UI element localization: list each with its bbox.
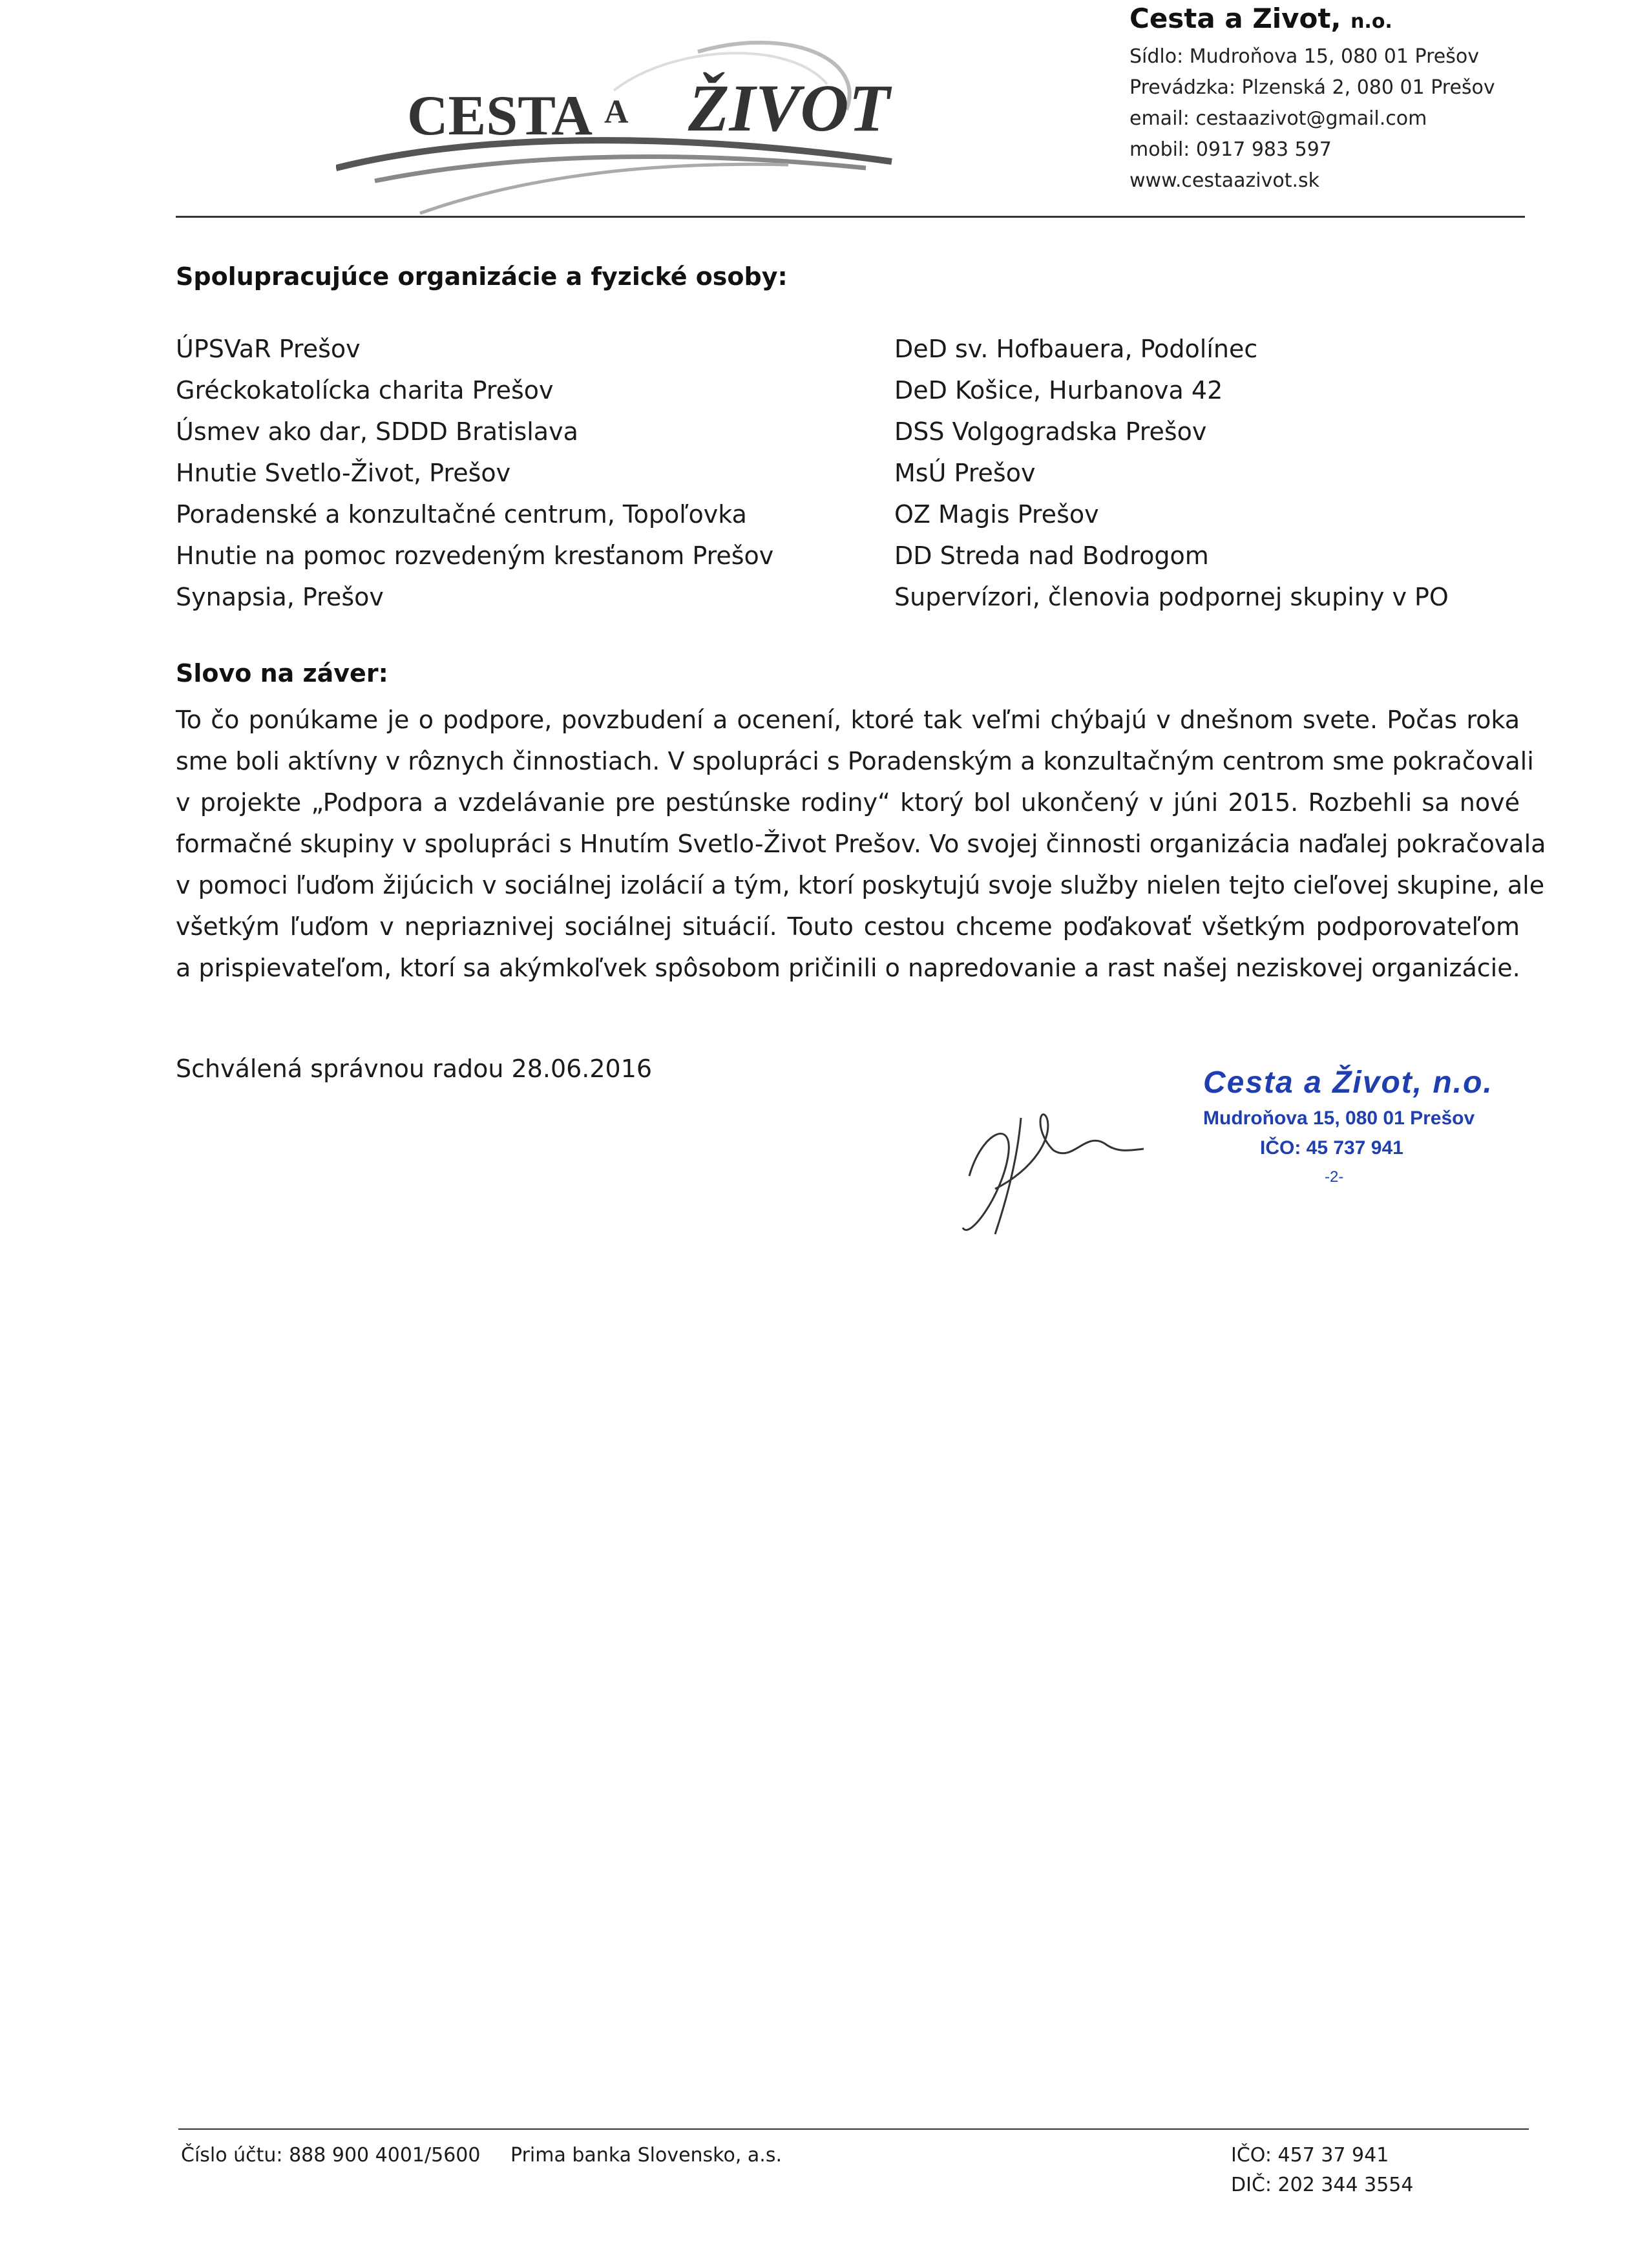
list-item: Úsmev ako dar, SDDD Bratislava xyxy=(176,417,578,446)
org-name-text: Cesta a Zivot, xyxy=(1129,3,1341,34)
signature xyxy=(956,1092,1150,1241)
list-item: Poradenské a konzultačné centrum, Topoľovka xyxy=(176,500,747,529)
footer-account: Číslo účtu: 888 900 4001/5600 xyxy=(181,2144,481,2167)
logo-word-cesta: CESTA xyxy=(407,85,593,147)
list-item: DeD sv. Hofbauera, Podolínec xyxy=(894,335,1258,363)
paragraph-line: a prispievateľom, ktorí sa akýmkoľvek spôsobom pričinili o napredovanie a rast našej neziskovej organizácie. xyxy=(176,954,1520,982)
company-logo xyxy=(336,19,918,226)
stamp-ico: IČO: 45 737 941 xyxy=(1260,1137,1403,1159)
list-item: Gréckokatolícka charita Prešov xyxy=(176,376,554,404)
list-item: OZ Magis Prešov xyxy=(894,500,1099,529)
list-item: Supervízori, členovia podpornej skupiny v PO xyxy=(894,583,1449,611)
footer-dic: DIČ: 202 344 3554 xyxy=(1231,2174,1414,2196)
header-premises: Prevádzka: Plzenská 2, 080 01 Prešov xyxy=(1129,76,1495,99)
header-divider xyxy=(176,216,1525,218)
list-item: Synapsia, Prešov xyxy=(176,583,384,611)
partners-left-list xyxy=(176,328,773,618)
header-email[interactable]: email: cestaazivot@gmail.com xyxy=(1129,107,1427,130)
logo-word-a: A xyxy=(604,94,629,131)
closing-title: Slovo na záver: xyxy=(176,659,388,688)
logo-word-zivot: ŽIVOT xyxy=(688,71,890,145)
paragraph-line: v projekte „Podpora a vzdelávanie pre pestúnske rodiny“ ktorý bol ukončený v júni 2015. Rozbehli sa nové xyxy=(176,788,1520,817)
stamp-name: Cesta a Život, n.o. xyxy=(1203,1066,1493,1100)
list-item: Hnutie na pomoc rozvedeným kresťanom Prešov xyxy=(176,541,774,570)
list-item: DSS Volgogradska Prešov xyxy=(894,417,1207,446)
paragraph-line: formačné skupiny v spolupráci s Hnutím Svetlo-Život Prešov. Vo svojej činnosti organizácia naďalej pokračovala xyxy=(176,830,1546,858)
approval-date: Schválená správnou radou 28.06.2016 xyxy=(176,1055,653,1083)
partners-title: Spolupracujúce organizácie a fyzické osoby: xyxy=(176,262,788,291)
header-address: Sídlo: Mudroňova 15, 080 01 Prešov xyxy=(1129,45,1479,68)
list-item: DeD Košice, Hurbanova 42 xyxy=(894,376,1223,404)
stamp-address: Mudroňova 15, 080 01 Prešov xyxy=(1203,1108,1475,1129)
list-item: ÚPSVaR Prešov xyxy=(176,335,361,363)
list-item: MsÚ Prešov xyxy=(894,459,1036,487)
org-suffix-text: n.o. xyxy=(1350,10,1392,33)
closing-paragraph xyxy=(176,699,1546,989)
list-item: Hnutie Svetlo-Život, Prešov xyxy=(176,459,511,487)
header-org-name xyxy=(1129,3,1392,34)
footer-ico: IČO: 457 37 941 xyxy=(1231,2144,1389,2167)
paragraph-line: sme boli aktívny v rôznych činnostiach. V spolupráci s Poradenským a konzultačným centrom sme pokračovali xyxy=(176,747,1534,775)
header-website[interactable]: www.cestaazivot.sk xyxy=(1129,169,1319,192)
paragraph-line: všetkým ľuďom v nepriaznivej sociálnej situácií. Touto cestou chceme poďakovať všetkým podporovateľom xyxy=(176,912,1520,941)
stamp-number: -2- xyxy=(1325,1168,1344,1186)
list-item: DD Streda nad Bodrogom xyxy=(894,541,1209,570)
partners-right-list xyxy=(894,328,1449,618)
footer-divider xyxy=(178,2128,1529,2130)
paragraph-line: To čo ponúkame je o podpore, povzbudení a ocenení, ktoré tak veľmi chýbajú v dnešnom svete. Počas roka xyxy=(176,706,1520,734)
paragraph-line: v pomoci ľuďom žijúcich v sociálnej izolácií a tým, ktorí poskytujú svoje služby nielen tejto cieľovej skupine, ale xyxy=(176,871,1545,899)
footer-bank: Prima banka Slovensko, a.s. xyxy=(510,2144,782,2167)
header-phone: mobil: 0917 983 597 xyxy=(1129,138,1332,161)
